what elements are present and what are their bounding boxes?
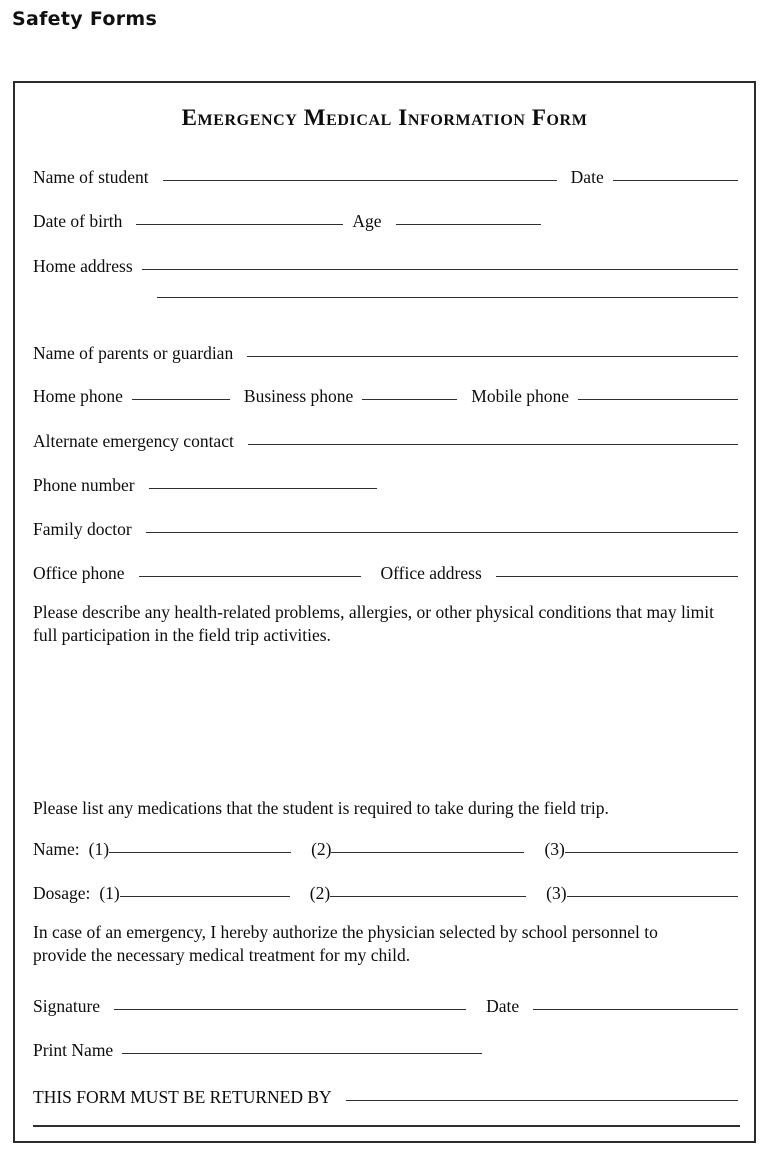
label-medication-name: Name: (33, 839, 80, 859)
input-signature[interactable] (114, 1009, 466, 1010)
row-date-of-birth (33, 211, 738, 232)
input-medication-name-1[interactable] (109, 852, 291, 853)
input-business-phone[interactable] (362, 399, 457, 400)
row-office (33, 563, 738, 584)
input-date-of-birth[interactable] (136, 224, 343, 225)
input-medication-name-2[interactable] (331, 852, 524, 853)
input-medication-dosage-1[interactable] (120, 896, 290, 897)
row-return-by (33, 1087, 738, 1108)
label-name-of-student: Name of student (33, 167, 149, 187)
input-mobile-phone[interactable] (578, 399, 738, 400)
input-office-address[interactable] (496, 576, 738, 577)
label-date-of-birth: Date of birth (33, 211, 123, 231)
row-name-of-parents (33, 343, 738, 364)
label-name-of-parents: Name of parents or guardian (33, 343, 234, 363)
row-signature (33, 996, 738, 1017)
label-alternate-emergency-contact: Alternate emergency contact (33, 431, 234, 451)
input-medication-dosage-3[interactable] (567, 896, 738, 897)
input-medication-dosage-2[interactable] (330, 896, 526, 897)
label-office-address: Office address (380, 563, 482, 583)
label-medication-dosage: Dosage: (33, 883, 91, 903)
label-home-address: Home address (33, 256, 133, 276)
label-family-doctor: Family doctor (33, 519, 132, 539)
paragraph-medications: Please list any medications that the student is required to take during the field trip. (33, 798, 609, 818)
emergency-medical-information-form (13, 81, 756, 1143)
row-alternate-emergency-contact (33, 431, 738, 452)
row-phones (33, 386, 738, 407)
label-return-by: THIS FORM MUST BE RETURNED BY (33, 1087, 332, 1107)
row-home-address-continued (157, 299, 738, 300)
row-name-of-student (33, 167, 738, 188)
label-signature: Signature (33, 996, 101, 1016)
input-phone-number[interactable] (149, 488, 377, 489)
paragraph-health-conditions: Please describe any health-related problems, allergies, or other physical conditions that may limit full participation in the field trip activities. (33, 602, 715, 646)
input-date[interactable] (613, 180, 738, 181)
label-print-name: Print Name (33, 1040, 114, 1060)
label-business-phone: Business phone (243, 386, 354, 406)
label-medication-name-3: (3) (544, 839, 565, 859)
row-family-doctor (33, 519, 738, 540)
label-phone-number: Phone number (33, 475, 135, 495)
input-home-phone[interactable] (132, 399, 230, 400)
input-home-address-line2[interactable] (157, 297, 738, 298)
label-age: Age (352, 211, 382, 231)
label-medication-name-1: (1) (88, 839, 110, 859)
row-home-address (33, 256, 738, 277)
label-date: Date (570, 167, 604, 187)
row-medication-dosages (33, 883, 738, 904)
row-phone-number (33, 475, 738, 496)
input-home-address-line1[interactable] (142, 269, 738, 270)
input-print-name[interactable] (122, 1053, 482, 1054)
row-medication-names (33, 839, 738, 860)
input-alternate-emergency-contact[interactable] (248, 444, 738, 445)
input-medication-name-3[interactable] (565, 852, 738, 853)
label-home-phone: Home phone (33, 386, 123, 406)
label-signature-date: Date (486, 996, 520, 1016)
page-heading: Safety Forms (12, 8, 158, 30)
row-print-name (33, 1040, 738, 1061)
label-medication-dosage-1: (1) (99, 883, 120, 903)
input-return-by-date[interactable] (346, 1100, 738, 1101)
label-medication-name-2: (2) (311, 839, 332, 859)
input-health-conditions-area[interactable] (33, 651, 738, 786)
input-signature-date[interactable] (533, 1009, 738, 1010)
label-office-phone: Office phone (33, 563, 125, 583)
form-title: Emergency Medical Information Form (181, 105, 588, 130)
label-medication-dosage-2: (2) (309, 883, 331, 903)
input-age[interactable] (396, 224, 541, 225)
bottom-rule (33, 1125, 740, 1127)
label-medication-dosage-3: (3) (546, 883, 567, 903)
label-mobile-phone: Mobile phone (471, 386, 569, 406)
input-office-phone[interactable] (139, 576, 361, 577)
input-family-doctor[interactable] (146, 532, 738, 533)
input-name-of-parents[interactable] (247, 356, 738, 357)
paragraph-authorization: In case of an emergency, I hereby authorize the physician selected by school personnel to provide the necessary medical treatment for my child. (33, 922, 658, 966)
input-name-of-student[interactable] (163, 180, 557, 181)
